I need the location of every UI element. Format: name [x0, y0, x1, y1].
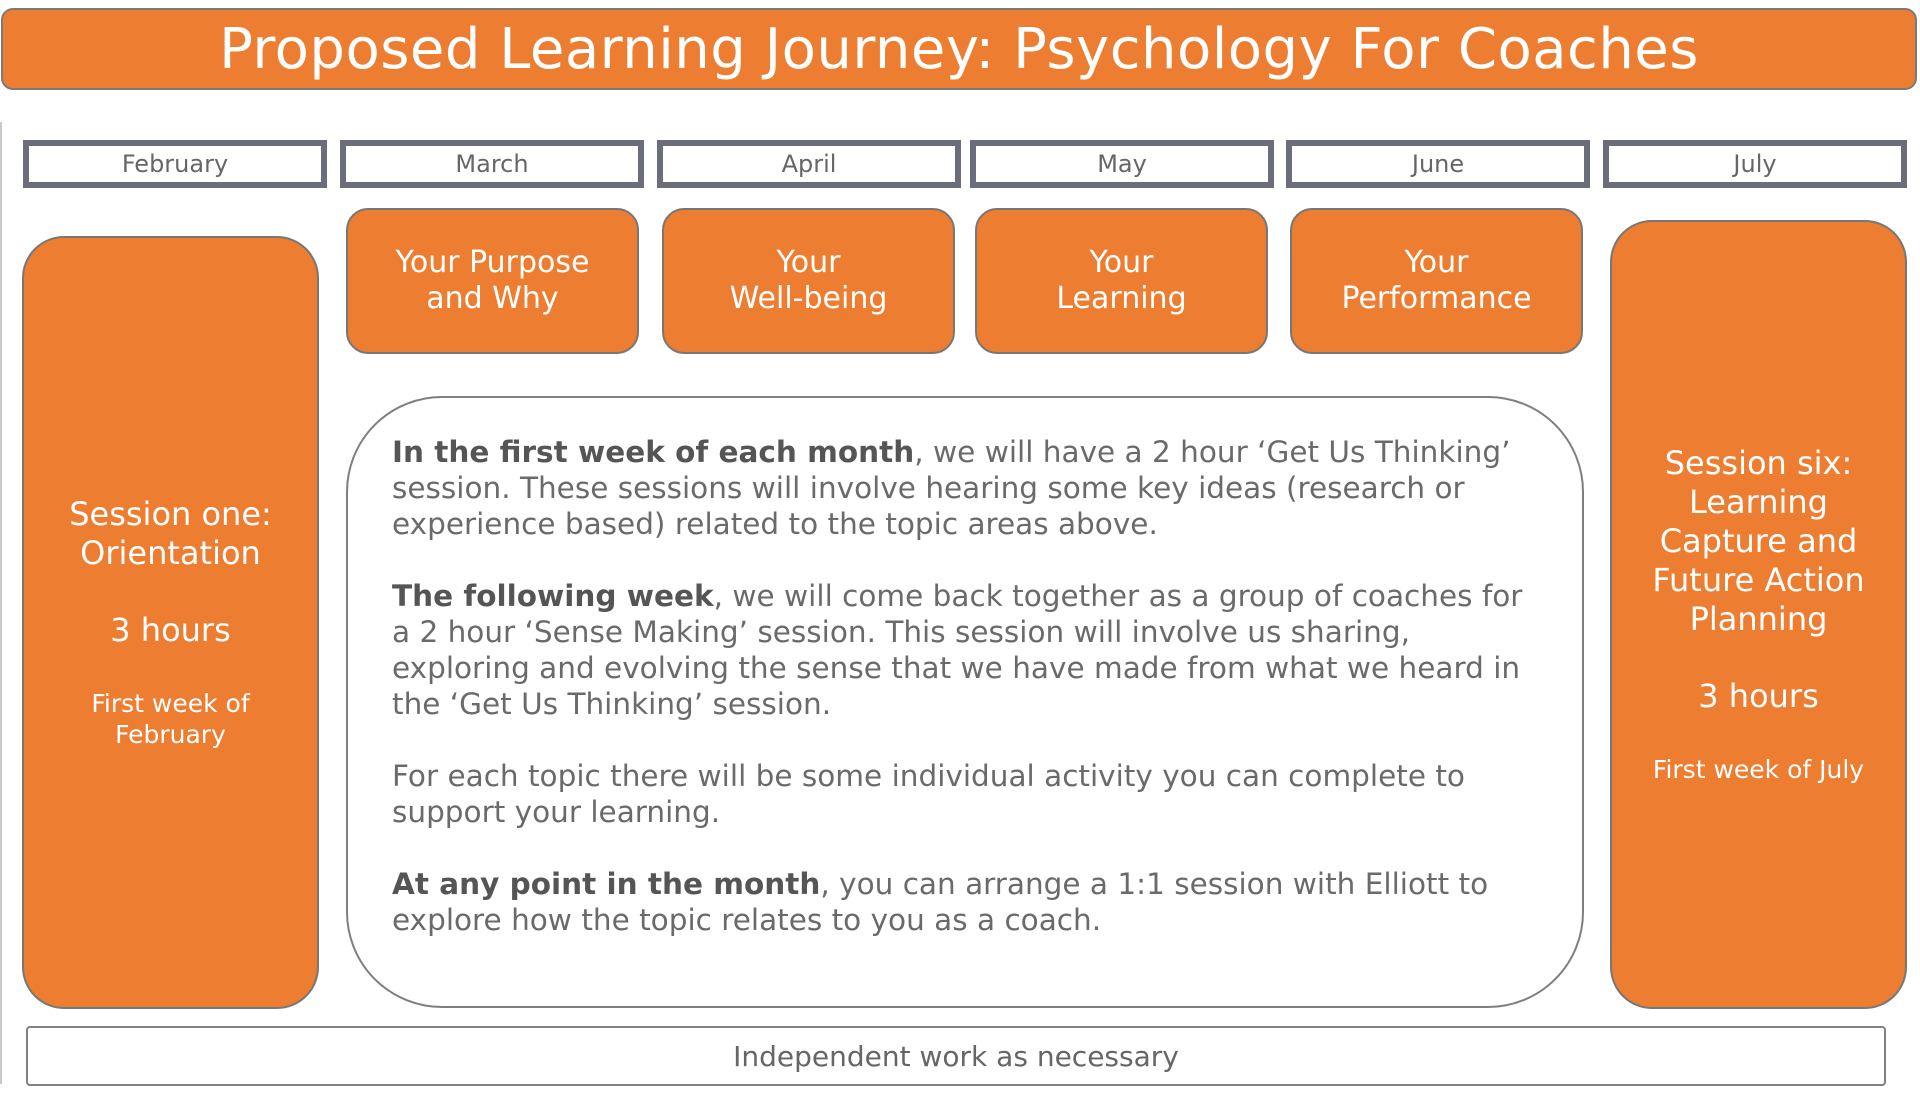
independent-work-bar: Independent work as necessary [26, 1026, 1886, 1086]
topic-performance [1290, 208, 1583, 354]
month-february: February [23, 140, 327, 188]
topic-label: Your Purpose and Why [395, 245, 590, 316]
session-one-hours: 3 hours [110, 611, 231, 649]
topic-label: Your Learning [1056, 245, 1187, 316]
session-six-card [1610, 220, 1907, 1009]
topic-learning [975, 208, 1268, 354]
topic-well-being [662, 208, 955, 354]
topic-label: Your Performance [1341, 245, 1532, 316]
month-may: May [970, 140, 1274, 188]
info-text: For each topic there will be some individual activity you can complete to support your learning. [392, 759, 1465, 829]
info-paragraph-following-week [392, 578, 1538, 722]
session-six-title: Session six: Learning Capture and Future Action Planning [1652, 444, 1865, 638]
info-text: , you can arrange a 1:1 session with Elliott to explore how the topic relates to you as a coach. [392, 867, 1489, 937]
info-emphasis: At any point in the month [392, 867, 821, 901]
left-divider [0, 122, 2, 1084]
session-one-card [22, 236, 319, 1009]
info-paragraph-one-to-one [392, 866, 1538, 938]
info-text: , we will have a 2 hour ‘Get Us Thinking’ session. These sessions will involve hearing some key ideas (research or experience based) related to the topic areas above. [392, 435, 1511, 541]
month-july: July [1603, 140, 1907, 188]
month-march: March [340, 140, 644, 188]
session-six-hours: 3 hours [1698, 677, 1819, 715]
info-emphasis: In the first week of each month [392, 435, 915, 469]
month-april: April [657, 140, 961, 188]
session-one-timing: First week of February [91, 689, 250, 749]
topic-purpose-and-why [346, 208, 639, 354]
info-paragraph-first-week [392, 434, 1538, 542]
info-emphasis: The following week [392, 579, 714, 613]
info-paragraph-individual-activity [392, 758, 1538, 830]
info-text: , we will come back together as a group of coaches for a 2 hour ‘Sense Making’ session. This session will involve us sharing, exploring and evolving the sense that we have made from what we heard in the ‘Get Us Thinking’ session. [392, 579, 1523, 721]
session-details-box [346, 396, 1584, 1008]
month-june: June [1286, 140, 1590, 188]
session-one-title: Session one: Orientation [69, 495, 272, 572]
page-title: Proposed Learning Journey: Psychology For Coaches [1, 8, 1917, 90]
topic-label: Your Well-being [729, 245, 888, 316]
session-six-timing: First week of July [1652, 755, 1865, 784]
